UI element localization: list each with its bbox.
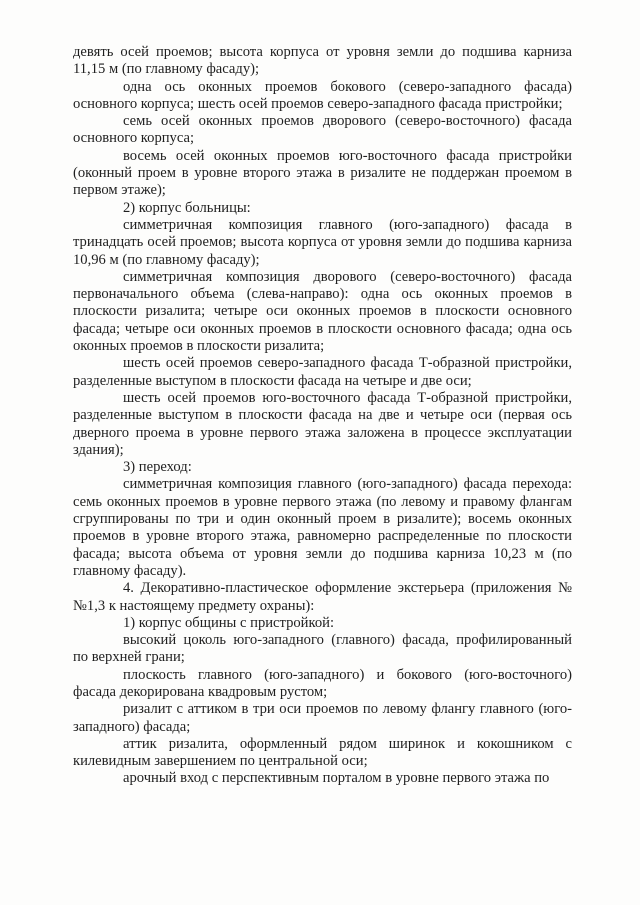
paragraph: симметричная композиция главного (юго-западного) фасада в тринадцать осей проемов; высота корпуса от уровня земли до подшива карниза 10,96 м (по главному фасаду); — [73, 216, 572, 268]
paragraph: восемь осей оконных проемов юго-восточного фасада пристройки (оконный проем в уровне второго этажа в ризалите не поддержан проемом в первом этаже); — [73, 147, 572, 199]
section-heading: 2) корпус больницы: — [123, 199, 251, 216]
paragraph: аттик ризалита, оформленный рядом ширинок и кокошником с килевидным завершением по центральной оси; — [73, 735, 572, 770]
section-heading: 1) корпус общины с пристройкой: — [123, 614, 335, 631]
paragraph: семь осей оконных проемов дворового (северо-восточного) фасада основного корпуса; — [73, 113, 572, 147]
paragraph: шесть осей проемов северо-западного фасада Т-образной пристройки, разделенные выступом в плоскости фасада на четыре и две оси; — [73, 355, 572, 389]
paragraph: шесть осей проемов юго-восточного фасада Т-образной пристройки, разделенные выступом в плоскости фасада на две и четыре оси (первая ось дверного проема в уровне первого этажа заложена в процессе эксплуатации здания); — [73, 389, 572, 458]
section-heading: 4. Декоративно-пластическое оформление экстерьера (приложения №№1,3 к настоящему предмету охраны): — [73, 580, 572, 614]
paragraph: плоскость главного (юго-западного) и бокового (юго-восточного) фасада декорирована квадровым рустом; — [73, 666, 572, 700]
document-body — [73, 44, 572, 788]
section-heading: 3) переход: — [123, 459, 192, 476]
paragraph: высокий цоколь юго-западного (главного) фасада, профилированный по верхней грани; — [73, 632, 572, 666]
paragraph: арочный вход с перспективным порталом в уровне первого этажа по — [123, 770, 550, 787]
paragraph: одна ось оконных проемов бокового (северо-западного фасада) основного корпуса; шесть осей проемов северо-западного фасада пристройки; — [73, 78, 572, 112]
paragraph: ризалит с аттиком в три оси проемов по левому флангу главного (юго-западного) фасада; — [73, 701, 572, 735]
paragraph: симметричная композиция дворового (северо-восточного) фасада первоначального объема (слева-направо): одна ось оконных проемов в плоскости ризалита; четыре оси оконных проемов в плоскости основного фасада; четыре оси оконных проемов в плоскости основного фасада; одна ось оконных проемов в плоскости ризалита; — [73, 268, 572, 355]
paragraph: симметричная композиция главного (юго-западного) фасада перехода: семь оконных проемов в уровне первого этажа (по левому и правому флангам сгруппированы по три и один оконный проем в ризалите); восемь оконных проемов в уровне второго этажа, равномерно распределенные по плоскости фасада; высота объема от уровня земли до подшива карниза 10,23 м (по главному фасаду). — [73, 476, 572, 579]
paragraph: девять осей проемов; высота корпуса от уровня земли до подшива карниза 11,15 м (по главному фасаду); — [73, 44, 572, 78]
